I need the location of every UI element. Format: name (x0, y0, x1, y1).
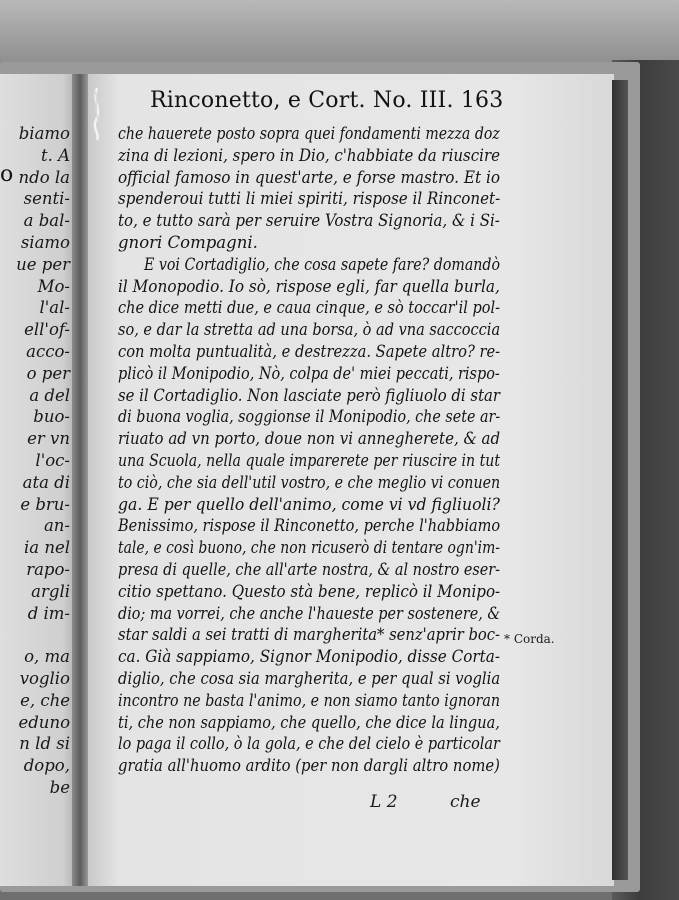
text-line: che dice metti due, e caua cinque, e sò toccar'il pol- (118, 298, 501, 318)
text-line: con molta puntualità, e destrezza. Sapete altro? re- (118, 342, 501, 361)
left-text-line: biamo (18, 124, 70, 143)
text-line: lo paga il collo, ò la gola, e che del cielo è particolar (118, 734, 500, 754)
text-line: che hauerete posto sopra quei fondamenti mezza doz (118, 124, 500, 143)
text-line: ca. Già sappiamo, Signor Monipodio, disse Corta- (118, 647, 501, 667)
text-line: official famoso in quest'arte, e forse mastro. Et io (118, 167, 501, 187)
left-text-line: voglio (19, 669, 70, 688)
text-line: tale, e così buono, che non ricuserò di tentare ogn'im- (118, 538, 501, 558)
left-text-line: eduno (18, 712, 70, 732)
text-line: dio; ma vorrei, che anche l'haueste per sostenere, & (118, 603, 501, 623)
text-line: spenderoui tutti li miei spiriti, rispose il Rinconet- (118, 189, 501, 209)
left-text-line: o, ma (24, 647, 70, 667)
page-edge-shadow (612, 80, 628, 880)
left-text-line: ue per (16, 254, 70, 274)
left-text-line: e, che (20, 690, 70, 710)
left-text-line: ia nel (23, 538, 70, 558)
left-text-line: ndo la (18, 167, 70, 187)
left-text-line: a del (29, 385, 70, 405)
background-top (0, 0, 679, 70)
left-text-line: er vn (27, 429, 70, 449)
text-line: di buona voglia, soggionse il Monipodio, che sete ar- (118, 407, 501, 427)
left-text-line: o per (26, 363, 70, 383)
left-text-line: l'oc- (35, 451, 70, 470)
left-text-line: dopo, (23, 756, 70, 776)
left-text-line: a bal- (23, 211, 70, 231)
left-text-line: ell'of- (24, 320, 70, 340)
text-line: plicò il Monipodio, Nò, colpa de' miei peccati, rispo- (118, 363, 500, 383)
marginal-note: * Corda. (504, 632, 555, 646)
left-text-line: d im- (27, 603, 70, 623)
left-text-line: acco- (26, 342, 70, 361)
left-text-line: be (49, 778, 70, 797)
left-page-header: o (0, 162, 14, 187)
page-header: Rinconetto, e Cort. No. III. 163 (150, 88, 504, 113)
text-line: to ciò, che sia dell'util vostro, e che meglio vi conuen (118, 472, 501, 492)
left-text-line: buo- (33, 407, 70, 427)
text-line: presa di quelle, che all'arte nostra, & al nostro eser- (118, 560, 501, 579)
binding-thread-icon (90, 86, 104, 142)
left-text-line: rapo- (26, 560, 70, 579)
text-line: diglio, che cosa sia margherita, e per qual si voglia (118, 669, 501, 688)
text-line: star saldi a sei tratti di margherita* senz'aprir boc- (118, 625, 501, 645)
left-text-line: senti- (23, 189, 70, 209)
text-line: citio spettano. Questo stà bene, replicò il Monipo- (118, 581, 501, 601)
text-line: il Monopodio. Io sò, rispose egli, far quella burla, (118, 276, 500, 296)
catchword: che (450, 792, 481, 812)
left-text-line: an- (43, 516, 70, 536)
left-text-line: n ld si (19, 734, 70, 754)
left-text-line: e bru- (20, 494, 70, 514)
left-page (0, 74, 74, 886)
text-line: ga. E per quello dell'animo, come vi vd figliuoli? (118, 494, 500, 514)
text-line: ti, che non sappiamo, che quello, che dice la lingua, (118, 712, 500, 732)
signature-mark: L 2 (370, 792, 398, 812)
left-text-line: Mo- (37, 276, 70, 296)
text-line: Benissimo, rispose il Rinconetto, perche l'habbiamo (118, 516, 501, 536)
text-line: incontro ne basta l'animo, e non siamo tanto ignoran (118, 690, 501, 710)
left-text-line: siamo (20, 233, 70, 252)
text-line: to, e tutto sarà per seruire Vostra Signoria, & i Si- (118, 211, 500, 231)
left-text-line: ata di (22, 472, 70, 492)
text-line: se il Cortadiglio. Non lasciate però figliuolo di star (118, 385, 501, 405)
text-line: una Scuola, nella quale imparerete per riuscire in tut (118, 451, 501, 470)
text-line: gnori Compagni. (118, 233, 258, 252)
text-line: riuato ad vn porto, doue non vi annegherete, & ad (118, 429, 501, 449)
text-line: zina di lezioni, spero in Dio, c'habbiate da riuscire (118, 145, 500, 165)
text-line: gratia all'huomo ardito (per non dargli altro nome) (118, 756, 500, 776)
left-text-line: argli (31, 581, 70, 601)
left-text-line: t. A (40, 145, 70, 165)
text-line: E voi Cortadiglio, che cosa sapete fare? domandò (144, 254, 501, 274)
left-text-line: l'al- (39, 298, 70, 318)
text-line: so, e dar la stretta ad una borsa, ò ad vna saccoccia (118, 320, 501, 340)
